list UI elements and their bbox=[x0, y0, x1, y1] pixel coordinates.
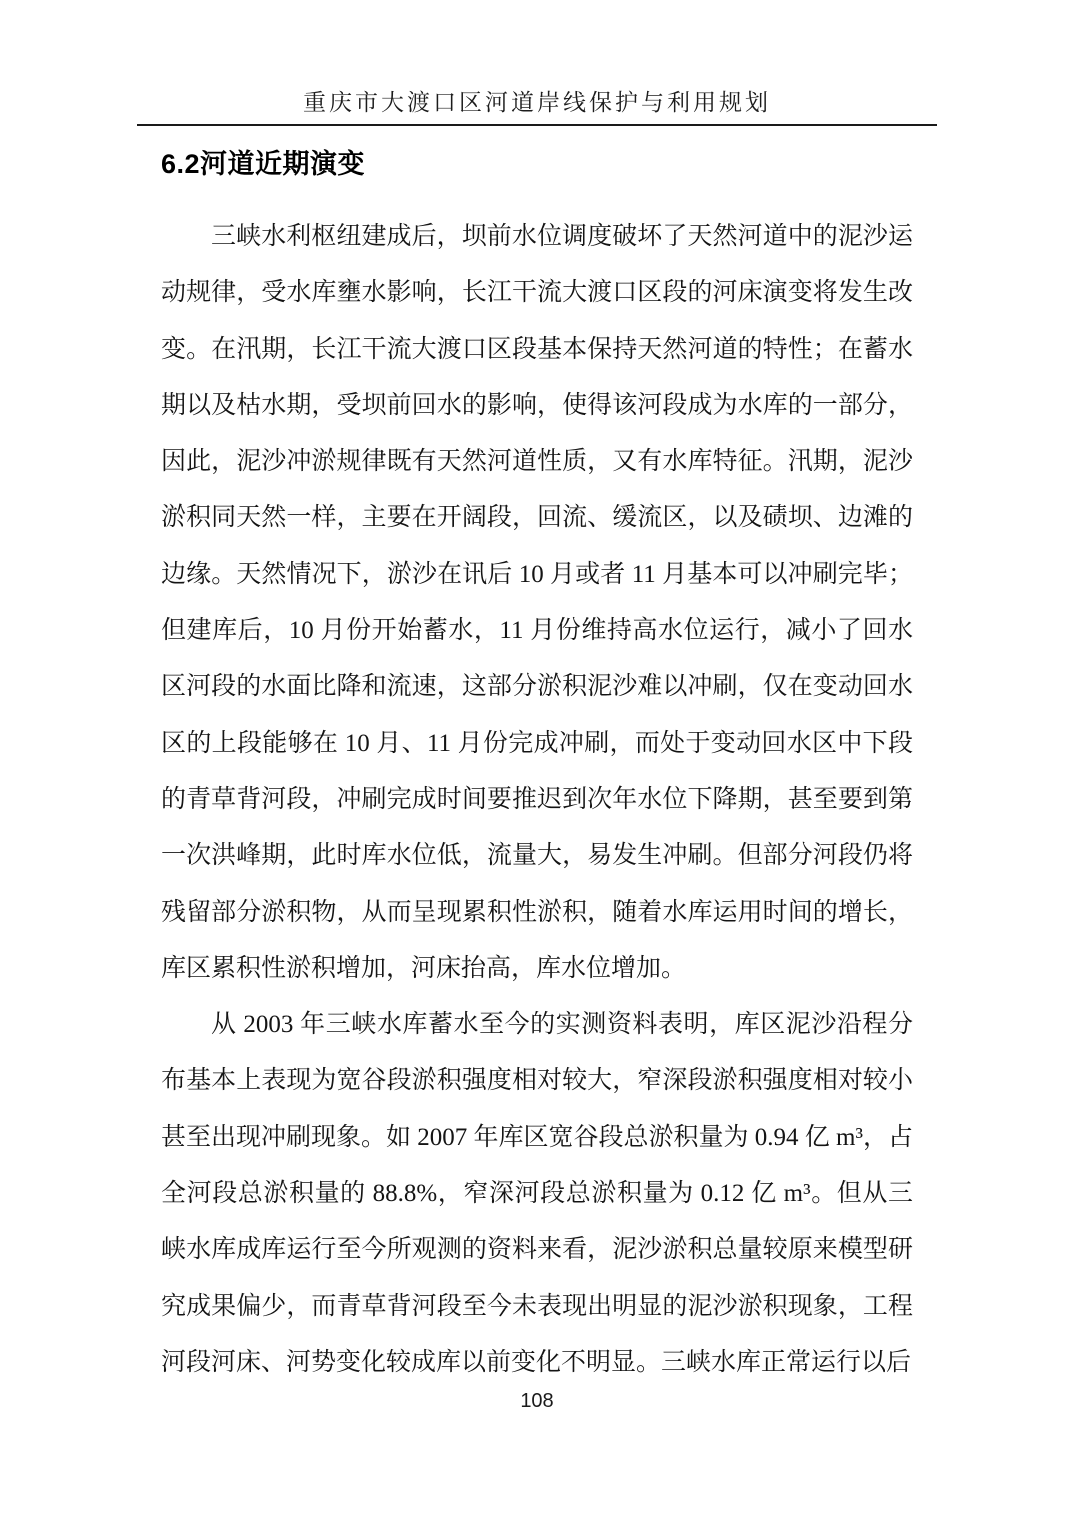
page-footer bbox=[0, 1390, 1074, 1413]
page-number: 108 bbox=[520, 1390, 554, 1412]
paragraph-1: 三峡水利枢纽建成后，坝前水位调度破坏了天然河道中的泥沙运动规律，受水库壅水影响，长江干流大渡口区段的河床演变将发生改变。在汛期，长江干流大渡口区段基本保持天然河道的特性；在蓄水期以及枯水期，受坝前回水的影响，使得该河段成为水库的一部分，因此，泥沙冲淤规律既有天然河道性质，又有水库特征。汛期，泥沙淤积同天然一样，主要在开阔段，回流、缓流区，以及碛坝、边滩的边缘。天然情况下，淤沙在讯后 10 月或者 11 月基本可以冲刷完毕；但建库后，10 月份开始蓄水，11 月份维持高水位运行，减小了回水区河段的水面比降和流速，这部分淤积泥沙难以冲刷，仅在变动回水区的上段能够在 10 月、11 月份完成冲刷，而处于变动回水区中下段的青草背河段，冲刷完成时间要推迟到次年水位下降期，甚至要到第一次洪峰期，此时库水位低，流量大，易发生冲刷。但部分河段仍将残留部分淤积物，从而呈现累积性淤积，随着水库运用时间的增长，库区累积性淤积增加，河床抬高，库水位增加。 bbox=[161, 223, 913, 982]
section-heading-row bbox=[161, 142, 913, 181]
document-title: 重庆市大渡口区河道岸线保护与利用规划 bbox=[303, 90, 771, 115]
paragraph-2: 从 2003 年三峡水库蓄水至今的实测资料表明，库区泥沙沿程分布基本上表现为宽谷段淤积强度相对较大，窄深段淤积强度相对较小甚至出现冲刷现象。如 2007 年库区宽谷段总淤积量为 0.94 亿 m³，占全河段总淤积量的 88.8%，窄深河段总淤积量为 0.12 亿 m³。但从三峡水库成库运行至今所观测的资料来看，泥沙淤积总量较原来模型研究成果偏少，而青草背河段至今未表现出明显的泥沙淤积现象，工程河段河床、河势变化较成库以前变化不明显。三峡水库正常运行以后 bbox=[161, 1011, 913, 1376]
page-header bbox=[137, 0, 937, 126]
body-content bbox=[161, 209, 913, 1391]
section-heading: 6.2河道近期演变 bbox=[161, 149, 366, 179]
